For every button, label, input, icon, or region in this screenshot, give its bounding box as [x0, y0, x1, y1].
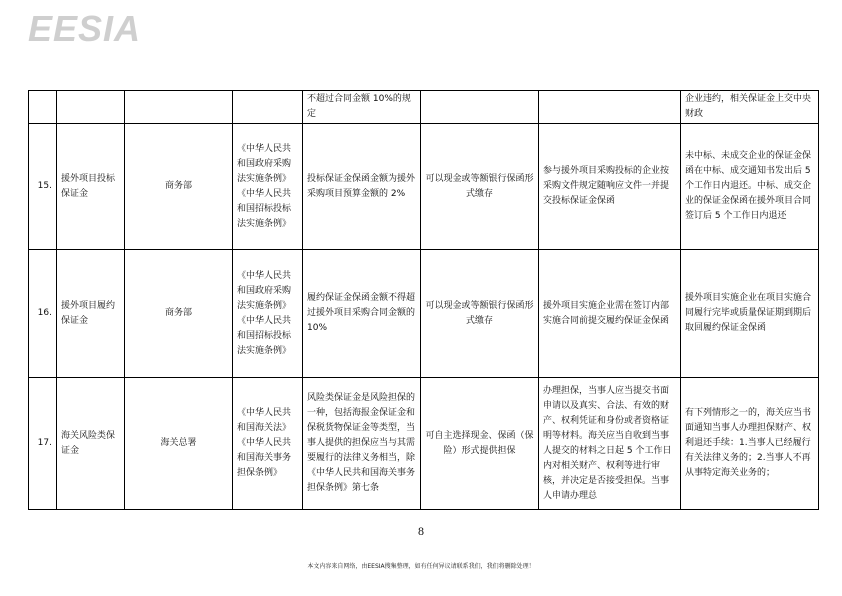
cell-empty [57, 91, 125, 124]
guarantee-deposit-table [28, 90, 819, 510]
collection-standard: 履约保证金保函金额不得超过援外项目采购合同金额的 10% [303, 250, 421, 378]
payment-form: 可以现金或等额银行保函形式缴存 [421, 124, 539, 250]
legal-basis: 《中华人民共和国政府采购法实施条例》《中华人民共和国招标投标法实施条例》 [233, 124, 303, 250]
payment-process: 办理担保，当事人应当提交书面申请以及真实、合法、有效的财产、权利凭证和身份或者资格证明等材料。海关应当自收到当事人提交的材料之日起 5 个工作日内对相关财产、权利等进行审核，并决定是否接受担保。当事人申请办理总 [539, 378, 681, 510]
cell-empty [233, 91, 303, 124]
payment-form: 可自主选择现金、保函（保险）形式提供担保 [421, 378, 539, 510]
return-terms: 未中标、未成交企业的保证金保函在中标、成交通知书发出后 5 个工作日内退还。中标、成交企业的保证金保函在援外项目合同签订后 5 个工作日内退还 [681, 124, 819, 250]
row-number: 17. [29, 378, 57, 510]
row-number: 15. [29, 124, 57, 250]
item-name: 援外项目投标保证金 [57, 124, 125, 250]
table-row [29, 378, 819, 510]
page-number: 8 [418, 524, 424, 538]
cell-empty [29, 91, 57, 124]
department: 海关总署 [125, 378, 233, 510]
item-name: 海关风险类保证金 [57, 378, 125, 510]
collection-standard: 投标保证金保函金额为援外采购项目预算金额的 2% [303, 124, 421, 250]
cell-empty [125, 91, 233, 124]
item-name: 援外项目履约保证金 [57, 250, 125, 378]
return-terms: 援外项目实施企业在项目实施合同履行完毕或质量保证期到期后取回履约保证金保函 [681, 250, 819, 378]
standard-cell: 不超过合同金额 10%的规定 [303, 91, 421, 124]
continuation-row [29, 91, 819, 124]
return-cell: 企业违约，相关保证金上交中央财政 [681, 91, 819, 124]
legal-basis: 《中华人民共和国海关法》《中华人民共和国海关事务担保条例》 [233, 378, 303, 510]
cell-empty [421, 91, 539, 124]
eesia-logo: EESIA [28, 8, 142, 49]
return-terms: 有下列情形之一的，海关应当书面通知当事人办理担保财产、权利退还手续：1.当事人已经履行有关法律义务的；2.当事人不再从事特定海关业务的； [681, 378, 819, 510]
department: 商务部 [125, 250, 233, 378]
payment-process: 参与援外项目采购投标的企业按采购文件规定随响应文件一并提交投标保证金保函 [539, 124, 681, 250]
legal-basis: 《中华人民共和国政府采购法实施条例》《中华人民共和国招标投标法实施条例》 [233, 250, 303, 378]
table-row [29, 250, 819, 378]
row-number: 16. [29, 250, 57, 378]
payment-form: 可以现金或等额银行保函形式缴存 [421, 250, 539, 378]
department: 商务部 [125, 124, 233, 250]
collection-standard: 风险类保证金是风险担保的一种，包括海报金保证金和保税货物保证金等类型，当事人提供的担保应当与其需要履行的法律义务相当，除《中华人民共和国海关事务担保条例》第七条 [303, 378, 421, 510]
table-row [29, 124, 819, 250]
payment-process: 援外项目实施企业需在签订内部实施合同前提交履约保证金保函 [539, 250, 681, 378]
footer-notice: 本文内容来自网络，由EESIA搜集整理，如有任何异议请联系我们，我们将删除处理！ [307, 563, 535, 570]
cell-empty [539, 91, 681, 124]
